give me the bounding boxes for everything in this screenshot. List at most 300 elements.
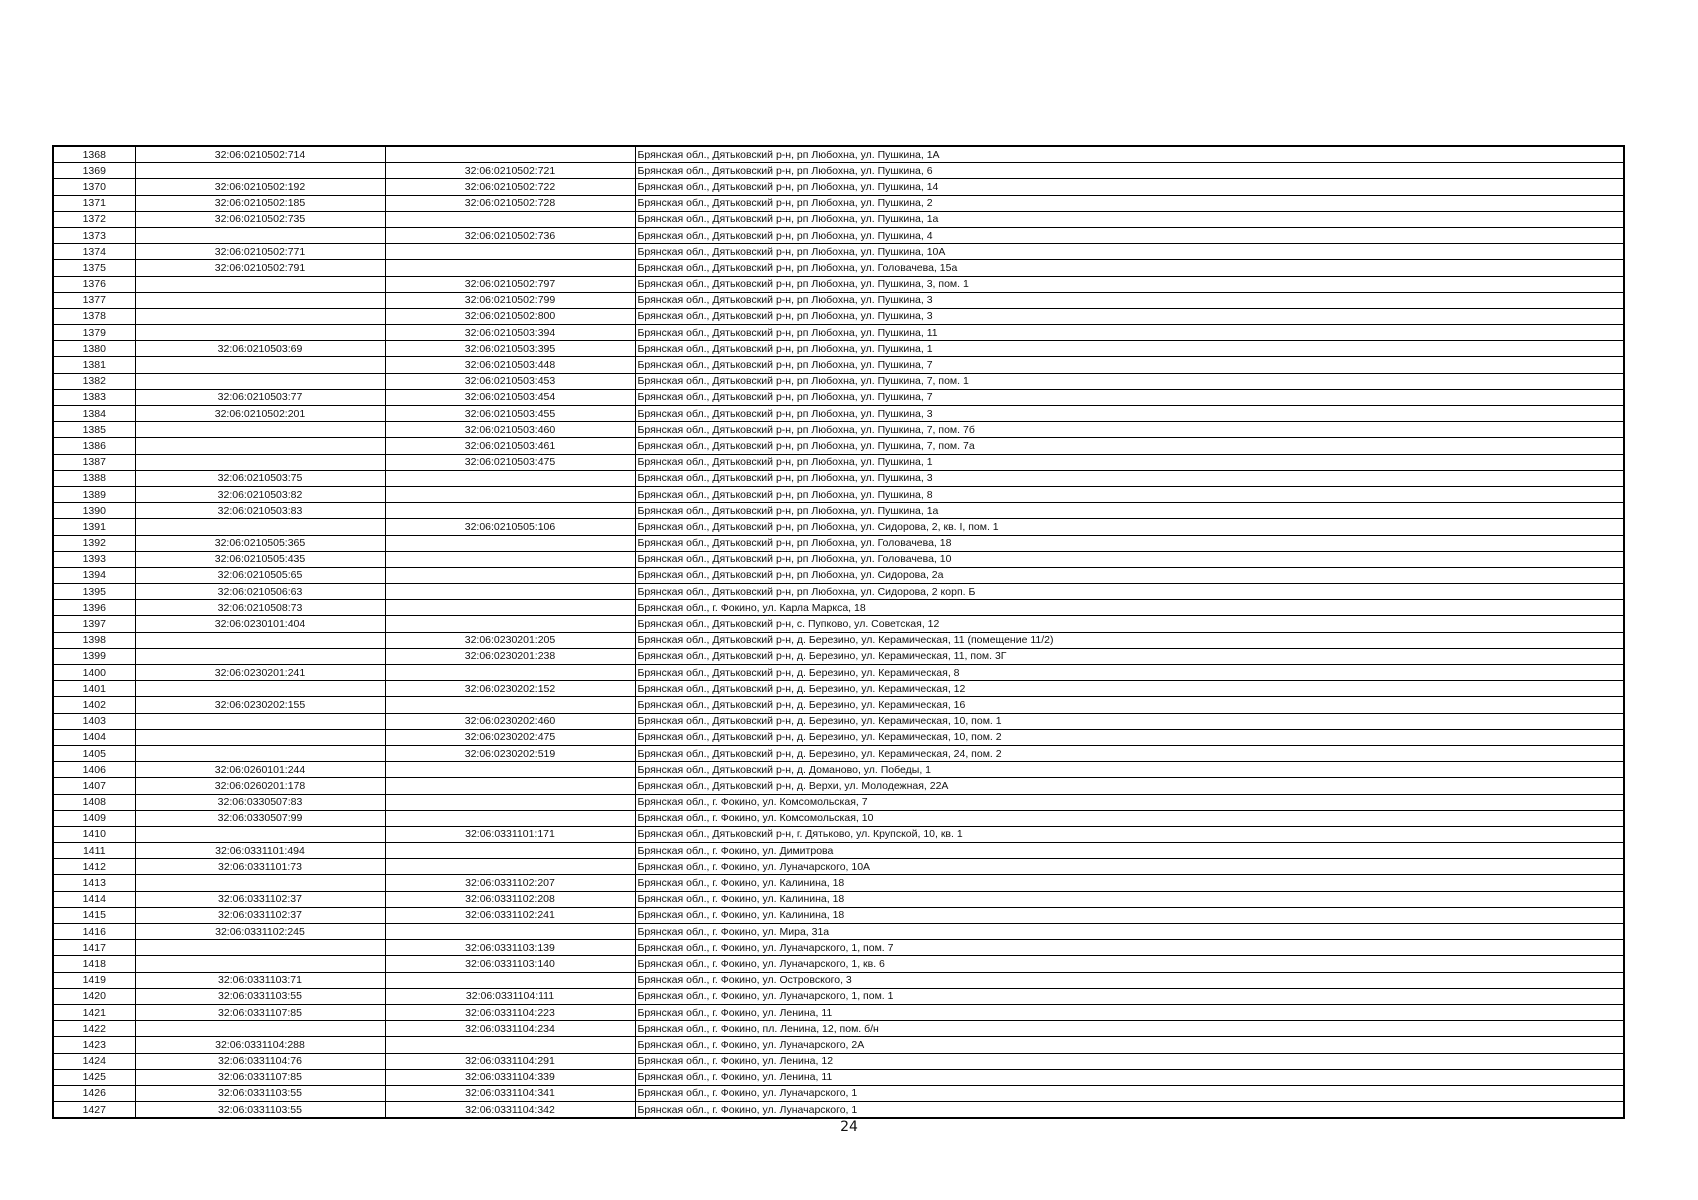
table-row: [53, 778, 1624, 794]
row-number-cell: 1385: [53, 422, 135, 438]
row-number-cell: 1408: [53, 794, 135, 810]
address-cell: Брянская обл., г. Фокино, ул. Ленина, 11: [635, 1069, 1624, 1085]
table-row: [53, 940, 1624, 956]
building-cadastral-number-cell: 32:06:0230201:238: [385, 648, 635, 664]
land-plot-cadastral-number-cell: 32:06:0331103:71: [135, 972, 385, 988]
table-row: [53, 1102, 1624, 1119]
address-cell: Брянская обл., Дятьковский р-н, рп Любохна, ул. Пушкина, 1а: [635, 211, 1624, 227]
row-number-cell: 1419: [53, 972, 135, 988]
table-row: [53, 956, 1624, 972]
address-cell: Брянская обл., Дятьковский р-н, рп Любохна, ул. Пушкина, 3: [635, 470, 1624, 486]
address-cell: Брянская обл., г. Фокино, ул. Луначарского, 1: [635, 1102, 1624, 1119]
table-row: [53, 632, 1624, 648]
row-number-cell: 1395: [53, 584, 135, 600]
table-row: [53, 972, 1624, 988]
row-number-cell: 1427: [53, 1102, 135, 1119]
table-row: [53, 470, 1624, 486]
land-plot-cadastral-number-cell: [135, 276, 385, 292]
land-plot-cadastral-number-cell: 32:06:0331101:73: [135, 859, 385, 875]
table-row: [53, 810, 1624, 826]
row-number-cell: 1369: [53, 163, 135, 179]
table-row: [53, 260, 1624, 276]
row-number-cell: 1375: [53, 260, 135, 276]
building-cadastral-number-cell: 32:06:0210503:395: [385, 341, 635, 357]
building-cadastral-number-cell: 32:06:0210503:453: [385, 373, 635, 389]
row-number-cell: 1377: [53, 292, 135, 308]
building-cadastral-number-cell: [385, 843, 635, 859]
table-row: [53, 389, 1624, 405]
address-cell: Брянская обл., г. Фокино, ул. Луначарского, 2А: [635, 1037, 1624, 1053]
land-plot-cadastral-number-cell: 32:06:0230202:155: [135, 697, 385, 713]
land-plot-cadastral-number-cell: 32:06:0210502:714: [135, 146, 385, 163]
table-row: [53, 1085, 1624, 1101]
address-cell: Брянская обл., Дятьковский р-н, д. Березино, ул. Керамическая, 12: [635, 681, 1624, 697]
building-cadastral-number-cell: 32:06:0230201:205: [385, 632, 635, 648]
land-plot-cadastral-number-cell: [135, 940, 385, 956]
land-plot-cadastral-number-cell: [135, 956, 385, 972]
address-cell: Брянская обл., Дятьковский р-н, рп Любохна, ул. Головачева, 10: [635, 551, 1624, 567]
building-cadastral-number-cell: [385, 810, 635, 826]
land-plot-cadastral-number-cell: [135, 292, 385, 308]
table-row: [53, 794, 1624, 810]
land-plot-cadastral-number-cell: 32:06:0330507:83: [135, 794, 385, 810]
land-plot-cadastral-number-cell: 32:06:0230101:404: [135, 616, 385, 632]
row-number-cell: 1383: [53, 389, 135, 405]
table-row: [53, 826, 1624, 842]
address-cell: Брянская обл., г. Фокино, ул. Комсомольская, 10: [635, 810, 1624, 826]
table-row: [53, 357, 1624, 373]
address-cell: Брянская обл., г. Фокино, ул. Луначарского, 1: [635, 1085, 1624, 1101]
table-row: [53, 211, 1624, 227]
land-plot-cadastral-number-cell: [135, 519, 385, 535]
address-cell: Брянская обл., Дятьковский р-н, рп Любохна, ул. Пушкина, 1: [635, 454, 1624, 470]
land-plot-cadastral-number-cell: 32:06:0210502:791: [135, 260, 385, 276]
building-cadastral-number-cell: 32:06:0331103:139: [385, 940, 635, 956]
table-row: [53, 697, 1624, 713]
address-cell: Брянская обл., Дятьковский р-н, рп Любохна, ул. Пушкина, 6: [635, 163, 1624, 179]
row-number-cell: 1378: [53, 308, 135, 324]
land-plot-cadastral-number-cell: 32:06:0210505:65: [135, 567, 385, 583]
table-row: [53, 325, 1624, 341]
address-cell: Брянская обл., Дятьковский р-н, д. Березино, ул. Керамическая, 16: [635, 697, 1624, 713]
row-number-cell: 1386: [53, 438, 135, 454]
land-plot-cadastral-number-cell: 32:06:0331103:55: [135, 1085, 385, 1101]
table-row: [53, 341, 1624, 357]
table-row: [53, 924, 1624, 940]
address-cell: Брянская обл., г. Фокино, ул. Калинина, 18: [635, 891, 1624, 907]
table-row: [53, 729, 1624, 745]
land-plot-cadastral-number-cell: [135, 325, 385, 341]
building-cadastral-number-cell: 32:06:0230202:475: [385, 729, 635, 745]
address-cell: Брянская обл., Дятьковский р-н, рп Любохна, ул. Головачева, 18: [635, 535, 1624, 551]
row-number-cell: 1390: [53, 503, 135, 519]
table-row: [53, 843, 1624, 859]
land-plot-cadastral-number-cell: 32:06:0210505:435: [135, 551, 385, 567]
row-number-cell: 1371: [53, 195, 135, 211]
building-cadastral-number-cell: [385, 762, 635, 778]
building-cadastral-number-cell: 32:06:0210503:394: [385, 325, 635, 341]
land-plot-cadastral-number-cell: 32:06:0210502:201: [135, 406, 385, 422]
land-plot-cadastral-number-cell: [135, 745, 385, 761]
address-cell: Брянская обл., г. Фокино, ул. Островского, 3: [635, 972, 1624, 988]
address-cell: Брянская обл., Дятьковский р-н, рп Любохна, ул. Пушкина, 3: [635, 292, 1624, 308]
building-cadastral-number-cell: [385, 778, 635, 794]
table-row: [53, 907, 1624, 923]
table-row: [53, 875, 1624, 891]
building-cadastral-number-cell: [385, 146, 635, 163]
address-cell: Брянская обл., Дятьковский р-н, рп Любохна, ул. Пушкина, 7, пом. 7а: [635, 438, 1624, 454]
land-plot-cadastral-number-cell: 32:06:0210508:73: [135, 600, 385, 616]
table-row: [53, 373, 1624, 389]
building-cadastral-number-cell: [385, 470, 635, 486]
row-number-cell: 1393: [53, 551, 135, 567]
building-cadastral-number-cell: [385, 600, 635, 616]
address-cell: Брянская обл., Дятьковский р-н, рп Любохна, ул. Пушкина, 1А: [635, 146, 1624, 163]
building-cadastral-number-cell: 32:06:0210502:721: [385, 163, 635, 179]
building-cadastral-number-cell: 32:06:0331104:234: [385, 1021, 635, 1037]
row-number-cell: 1420: [53, 988, 135, 1004]
land-plot-cadastral-number-cell: [135, 357, 385, 373]
row-number-cell: 1414: [53, 891, 135, 907]
address-cell: Брянская обл., г. Фокино, ул. Луначарского, 1, пом. 1: [635, 988, 1624, 1004]
building-cadastral-number-cell: [385, 486, 635, 502]
table-row: [53, 406, 1624, 422]
address-cell: Брянская обл., Дятьковский р-н, д. Березино, ул. Керамическая, 11 (помещение 11/2): [635, 632, 1624, 648]
land-plot-cadastral-number-cell: 32:06:0331107:85: [135, 1069, 385, 1085]
address-cell: Брянская обл., Дятьковский р-н, рп Любохна, ул. Пушкина, 3: [635, 406, 1624, 422]
table-row: [53, 1053, 1624, 1069]
table-row: [53, 713, 1624, 729]
address-cell: Брянская обл., Дятьковский р-н, рп Любохна, ул. Сидорова, 2а: [635, 567, 1624, 583]
table-row: [53, 535, 1624, 551]
building-cadastral-number-cell: 32:06:0331104:339: [385, 1069, 635, 1085]
row-number-cell: 1392: [53, 535, 135, 551]
row-number-cell: 1418: [53, 956, 135, 972]
row-number-cell: 1401: [53, 681, 135, 697]
row-number-cell: 1421: [53, 1004, 135, 1020]
land-plot-cadastral-number-cell: 32:06:0210502:771: [135, 244, 385, 260]
building-cadastral-number-cell: 32:06:0331103:140: [385, 956, 635, 972]
address-cell: Брянская обл., Дятьковский р-н, рп Любохна, ул. Пушкина, 8: [635, 486, 1624, 502]
table-row: [53, 745, 1624, 761]
row-number-cell: 1372: [53, 211, 135, 227]
land-plot-cadastral-number-cell: 32:06:0210506:63: [135, 584, 385, 600]
row-number-cell: 1388: [53, 470, 135, 486]
table-row: [53, 891, 1624, 907]
building-cadastral-number-cell: [385, 1037, 635, 1053]
table-row: [53, 503, 1624, 519]
building-cadastral-number-cell: [385, 503, 635, 519]
land-plot-cadastral-number-cell: [135, 729, 385, 745]
address-cell: Брянская обл., г. Фокино, ул. Калинина, 18: [635, 907, 1624, 923]
building-cadastral-number-cell: 32:06:0331104:223: [385, 1004, 635, 1020]
address-cell: Брянская обл., г. Фокино, ул. Карла Маркса, 18: [635, 600, 1624, 616]
table-row: [53, 600, 1624, 616]
address-cell: Брянская обл., г. Фокино, ул. Луначарского, 1, пом. 7: [635, 940, 1624, 956]
row-number-cell: 1424: [53, 1053, 135, 1069]
building-cadastral-number-cell: [385, 584, 635, 600]
land-plot-cadastral-number-cell: [135, 648, 385, 664]
row-number-cell: 1379: [53, 325, 135, 341]
row-number-cell: 1417: [53, 940, 135, 956]
land-plot-cadastral-number-cell: 32:06:0210503:83: [135, 503, 385, 519]
row-number-cell: 1389: [53, 486, 135, 502]
land-plot-cadastral-number-cell: 32:06:0210502:735: [135, 211, 385, 227]
land-plot-cadastral-number-cell: [135, 308, 385, 324]
table-row: [53, 859, 1624, 875]
land-plot-cadastral-number-cell: 32:06:0260101:244: [135, 762, 385, 778]
row-number-cell: 1374: [53, 244, 135, 260]
building-cadastral-number-cell: 32:06:0210502:722: [385, 179, 635, 195]
address-cell: Брянская обл., г. Фокино, ул. Мира, 31а: [635, 924, 1624, 940]
row-number-cell: 1368: [53, 146, 135, 163]
table-row: [53, 486, 1624, 502]
land-plot-cadastral-number-cell: 32:06:0330507:99: [135, 810, 385, 826]
address-cell: Брянская обл., г. Фокино, ул. Луначарского, 1, кв. 6: [635, 956, 1624, 972]
building-cadastral-number-cell: 32:06:0331102:241: [385, 907, 635, 923]
land-plot-cadastral-number-cell: 32:06:0331103:55: [135, 988, 385, 1004]
building-cadastral-number-cell: 32:06:0210503:454: [385, 389, 635, 405]
address-cell: Брянская обл., Дятьковский р-н, д. Березино, ул. Керамическая, 8: [635, 665, 1624, 681]
address-cell: Брянская обл., Дятьковский р-н, рп Любохна, ул. Пушкина, 4: [635, 227, 1624, 243]
land-plot-cadastral-number-cell: [135, 373, 385, 389]
address-cell: Брянская обл., Дятьковский р-н, рп Любохна, ул. Пушкина, 7, пом. 1: [635, 373, 1624, 389]
building-cadastral-number-cell: 32:06:0331101:171: [385, 826, 635, 842]
row-number-cell: 1373: [53, 227, 135, 243]
address-cell: Брянская обл., г. Фокино, ул. Ленина, 12: [635, 1053, 1624, 1069]
building-cadastral-number-cell: 32:06:0230202:519: [385, 745, 635, 761]
address-cell: Брянская обл., Дятьковский р-н, д. Березино, ул. Керамическая, 10, пом. 1: [635, 713, 1624, 729]
address-cell: Брянская обл., г. Фокино, пл. Ленина, 12, пом. б/н: [635, 1021, 1624, 1037]
building-cadastral-number-cell: 32:06:0210505:106: [385, 519, 635, 535]
address-cell: Брянская обл., Дятьковский р-н, рп Любохна, ул. Пушкина, 11: [635, 325, 1624, 341]
address-cell: Брянская обл., Дятьковский р-н, рп Любохна, ул. Сидорова, 2 корп. Б: [635, 584, 1624, 600]
land-plot-cadastral-number-cell: 32:06:0210502:192: [135, 179, 385, 195]
land-plot-cadastral-number-cell: [135, 163, 385, 179]
building-cadastral-number-cell: [385, 972, 635, 988]
row-number-cell: 1387: [53, 454, 135, 470]
table-row: [53, 616, 1624, 632]
row-number-cell: 1406: [53, 762, 135, 778]
address-cell: Брянская обл., г. Фокино, ул. Комсомольская, 7: [635, 794, 1624, 810]
building-cadastral-number-cell: 32:06:0331104:342: [385, 1102, 635, 1119]
address-cell: Брянская обл., г. Фокино, ул. Ленина, 11: [635, 1004, 1624, 1020]
row-number-cell: 1370: [53, 179, 135, 195]
table-row: [53, 567, 1624, 583]
land-plot-cadastral-number-cell: 32:06:0331102:37: [135, 907, 385, 923]
table-row: [53, 146, 1624, 163]
building-cadastral-number-cell: 32:06:0331102:208: [385, 891, 635, 907]
address-cell: Брянская обл., Дятьковский р-н, д. Березино, ул. Керамическая, 11, пом. 3Г: [635, 648, 1624, 664]
table-row: [53, 308, 1624, 324]
building-cadastral-number-cell: 32:06:0331104:291: [385, 1053, 635, 1069]
land-plot-cadastral-number-cell: 32:06:0331104:76: [135, 1053, 385, 1069]
table-row: [53, 648, 1624, 664]
land-plot-cadastral-number-cell: 32:06:0331103:55: [135, 1102, 385, 1119]
building-cadastral-number-cell: 32:06:0210503:461: [385, 438, 635, 454]
building-cadastral-number-cell: [385, 794, 635, 810]
building-cadastral-number-cell: 32:06:0210502:800: [385, 308, 635, 324]
row-number-cell: 1423: [53, 1037, 135, 1053]
row-number-cell: 1381: [53, 357, 135, 373]
building-cadastral-number-cell: 32:06:0210502:797: [385, 276, 635, 292]
row-number-cell: 1416: [53, 924, 135, 940]
land-plot-cadastral-number-cell: [135, 422, 385, 438]
row-number-cell: 1382: [53, 373, 135, 389]
row-number-cell: 1380: [53, 341, 135, 357]
building-cadastral-number-cell: [385, 859, 635, 875]
land-plot-cadastral-number-cell: [135, 632, 385, 648]
address-cell: Брянская обл., г. Фокино, ул. Димитрова: [635, 843, 1624, 859]
building-cadastral-number-cell: 32:06:0331104:111: [385, 988, 635, 1004]
building-cadastral-number-cell: [385, 551, 635, 567]
land-plot-cadastral-number-cell: 32:06:0210503:75: [135, 470, 385, 486]
table-row: [53, 244, 1624, 260]
row-number-cell: 1400: [53, 665, 135, 681]
address-cell: Брянская обл., Дятьковский р-н, рп Любохна, ул. Сидорова, 2, кв. I, пом. 1: [635, 519, 1624, 535]
table-row: [53, 163, 1624, 179]
address-cell: Брянская обл., Дятьковский р-н, д. Березино, ул. Керамическая, 24, пом. 2: [635, 745, 1624, 761]
row-number-cell: 1398: [53, 632, 135, 648]
row-number-cell: 1413: [53, 875, 135, 891]
address-cell: Брянская обл., г. Фокино, ул. Луначарского, 10А: [635, 859, 1624, 875]
building-cadastral-number-cell: 32:06:0230202:152: [385, 681, 635, 697]
page-number: 24: [840, 1119, 858, 1135]
row-number-cell: 1404: [53, 729, 135, 745]
table-row: [53, 1004, 1624, 1020]
building-cadastral-number-cell: 32:06:0331102:207: [385, 875, 635, 891]
row-number-cell: 1391: [53, 519, 135, 535]
building-cadastral-number-cell: 32:06:0210502:728: [385, 195, 635, 211]
land-plot-cadastral-number-cell: [135, 454, 385, 470]
building-cadastral-number-cell: [385, 697, 635, 713]
land-plot-cadastral-number-cell: 32:06:0210503:77: [135, 389, 385, 405]
address-cell: Брянская обл., Дятьковский р-н, рп Любохна, ул. Пушкина, 14: [635, 179, 1624, 195]
land-plot-cadastral-number-cell: [135, 438, 385, 454]
table-row: [53, 1037, 1624, 1053]
registry-table-body: [53, 146, 1624, 1118]
table-row: [53, 1069, 1624, 1085]
row-number-cell: 1410: [53, 826, 135, 842]
building-cadastral-number-cell: [385, 211, 635, 227]
land-plot-cadastral-number-cell: 32:06:0230201:241: [135, 665, 385, 681]
building-cadastral-number-cell: 32:06:0210502:736: [385, 227, 635, 243]
address-cell: Брянская обл., Дятьковский р-н, рп Любохна, ул. Пушкина, 2: [635, 195, 1624, 211]
building-cadastral-number-cell: [385, 567, 635, 583]
land-plot-cadastral-number-cell: 32:06:0331101:494: [135, 843, 385, 859]
address-cell: Брянская обл., Дятьковский р-н, рп Любохна, ул. Пушкина, 1: [635, 341, 1624, 357]
building-cadastral-number-cell: 32:06:0210503:448: [385, 357, 635, 373]
table-row: [53, 276, 1624, 292]
table-row: [53, 681, 1624, 697]
address-cell: Брянская обл., Дятьковский р-н, рп Любохна, ул. Головачева, 15а: [635, 260, 1624, 276]
row-number-cell: 1412: [53, 859, 135, 875]
table-row: [53, 762, 1624, 778]
land-plot-cadastral-number-cell: 32:06:0331107:85: [135, 1004, 385, 1020]
address-cell: Брянская обл., Дятьковский р-н, д. Березино, ул. Керамическая, 10, пом. 2: [635, 729, 1624, 745]
row-number-cell: 1399: [53, 648, 135, 664]
land-plot-cadastral-number-cell: 32:06:0210503:82: [135, 486, 385, 502]
land-plot-cadastral-number-cell: 32:06:0260201:178: [135, 778, 385, 794]
table-row: [53, 195, 1624, 211]
row-number-cell: 1426: [53, 1085, 135, 1101]
address-cell: Брянская обл., Дятьковский р-н, рп Любохна, ул. Пушкина, 7: [635, 389, 1624, 405]
land-plot-cadastral-number-cell: 32:06:0210503:69: [135, 341, 385, 357]
land-plot-cadastral-number-cell: [135, 826, 385, 842]
registry-table: [52, 145, 1625, 1119]
land-plot-cadastral-number-cell: [135, 1021, 385, 1037]
land-plot-cadastral-number-cell: 32:06:0210502:185: [135, 195, 385, 211]
building-cadastral-number-cell: 32:06:0210503:475: [385, 454, 635, 470]
address-cell: Брянская обл., Дятьковский р-н, рп Любохна, ул. Пушкина, 7, пом. 7б: [635, 422, 1624, 438]
building-cadastral-number-cell: 32:06:0210503:455: [385, 406, 635, 422]
address-cell: Брянская обл., Дятьковский р-н, д. Верхи, ул. Молодежная, 22А: [635, 778, 1624, 794]
land-plot-cadastral-number-cell: 32:06:0331102:245: [135, 924, 385, 940]
address-cell: Брянская обл., Дятьковский р-н, рп Любохна, ул. Пушкина, 10А: [635, 244, 1624, 260]
building-cadastral-number-cell: 32:06:0210503:460: [385, 422, 635, 438]
row-number-cell: 1396: [53, 600, 135, 616]
land-plot-cadastral-number-cell: 32:06:0331104:288: [135, 1037, 385, 1053]
row-number-cell: 1402: [53, 697, 135, 713]
row-number-cell: 1415: [53, 907, 135, 923]
land-plot-cadastral-number-cell: [135, 713, 385, 729]
land-plot-cadastral-number-cell: 32:06:0331102:37: [135, 891, 385, 907]
table-row: [53, 227, 1624, 243]
row-number-cell: 1394: [53, 567, 135, 583]
address-cell: Брянская обл., Дятьковский р-н, рп Любохна, ул. Пушкина, 7: [635, 357, 1624, 373]
table-row: [53, 665, 1624, 681]
address-cell: Брянская обл., г. Фокино, ул. Калинина, 18: [635, 875, 1624, 891]
building-cadastral-number-cell: [385, 924, 635, 940]
building-cadastral-number-cell: 32:06:0210502:799: [385, 292, 635, 308]
row-number-cell: 1407: [53, 778, 135, 794]
address-cell: Брянская обл., Дятьковский р-н, с. Пупково, ул. Советская, 12: [635, 616, 1624, 632]
table-row: [53, 988, 1624, 1004]
row-number-cell: 1422: [53, 1021, 135, 1037]
building-cadastral-number-cell: [385, 535, 635, 551]
table-row: [53, 551, 1624, 567]
land-plot-cadastral-number-cell: [135, 875, 385, 891]
building-cadastral-number-cell: [385, 665, 635, 681]
table-row: [53, 422, 1624, 438]
building-cadastral-number-cell: 32:06:0230202:460: [385, 713, 635, 729]
table-row: [53, 454, 1624, 470]
address-cell: Брянская обл., Дятьковский р-н, рп Любохна, ул. Пушкина, 3: [635, 308, 1624, 324]
address-cell: Брянская обл., Дятьковский р-н, рп Любохна, ул. Пушкина, 3, пом. 1: [635, 276, 1624, 292]
table-row: [53, 519, 1624, 535]
row-number-cell: 1425: [53, 1069, 135, 1085]
land-plot-cadastral-number-cell: [135, 681, 385, 697]
address-cell: Брянская обл., Дятьковский р-н, г. Дятьково, ул. Крупской, 10, кв. 1: [635, 826, 1624, 842]
row-number-cell: 1384: [53, 406, 135, 422]
row-number-cell: 1411: [53, 843, 135, 859]
table-row: [53, 292, 1624, 308]
row-number-cell: 1409: [53, 810, 135, 826]
row-number-cell: 1405: [53, 745, 135, 761]
land-plot-cadastral-number-cell: [135, 227, 385, 243]
land-plot-cadastral-number-cell: 32:06:0210505:365: [135, 535, 385, 551]
row-number-cell: 1376: [53, 276, 135, 292]
address-cell: Брянская обл., Дятьковский р-н, д. Доманово, ул. Победы, 1: [635, 762, 1624, 778]
building-cadastral-number-cell: 32:06:0331104:341: [385, 1085, 635, 1101]
row-number-cell: 1403: [53, 713, 135, 729]
building-cadastral-number-cell: [385, 244, 635, 260]
table-row: [53, 584, 1624, 600]
building-cadastral-number-cell: [385, 260, 635, 276]
table-row: [53, 1021, 1624, 1037]
table-row: [53, 438, 1624, 454]
row-number-cell: 1397: [53, 616, 135, 632]
